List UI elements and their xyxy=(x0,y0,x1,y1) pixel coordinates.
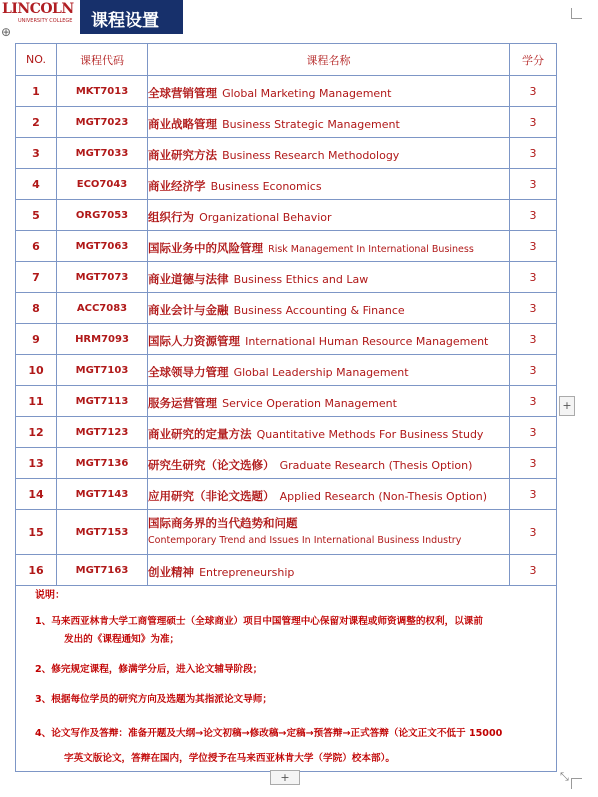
course-name-english: Contemporary Trend and Issues In International Business Industry xyxy=(148,535,462,546)
course-name-chinese: 研究生研究（论文选修） xyxy=(148,457,275,472)
course-name xyxy=(148,138,510,169)
course-credit: 3 xyxy=(510,355,557,386)
course-name-chinese: 商业经济学 xyxy=(148,178,206,193)
course-name-english: Risk Management In International Business xyxy=(268,243,474,255)
course-code: MGT7113 xyxy=(57,386,148,417)
course-credit: 3 xyxy=(510,76,557,107)
course-name-english: Business Research Methodology xyxy=(222,148,400,162)
course-name-chinese: 服务运营管理 xyxy=(148,395,217,410)
course-credit: 3 xyxy=(510,200,557,231)
column-header-credit: 学分 xyxy=(510,44,557,76)
course-name-chinese: 国际商务界的当代趋势和问题 xyxy=(148,516,298,530)
course-name-chinese: 商业战略管理 xyxy=(148,116,217,131)
note-item xyxy=(35,691,548,709)
course-name-english: Global Marketing Management xyxy=(222,86,392,100)
course-name-chinese: 国际业务中的风险管理 xyxy=(148,240,263,255)
university-logo xyxy=(0,0,80,34)
course-number: 6 xyxy=(16,231,57,262)
course-code: ACC7083 xyxy=(57,293,148,324)
course-code: MGT7163 xyxy=(57,555,148,586)
course-name-english: Entrepreneurship xyxy=(199,565,295,579)
course-code: MGT7153 xyxy=(57,510,148,555)
course-number: 1 xyxy=(16,76,57,107)
note-line-continued: 发出的《课程通知》为准； xyxy=(64,634,180,645)
note-item xyxy=(35,661,548,679)
page-corner-mark-top xyxy=(571,8,582,19)
course-credit: 3 xyxy=(510,386,557,417)
course-name-english: Business Strategic Management xyxy=(222,117,400,131)
course-name xyxy=(148,293,510,324)
course-name xyxy=(148,555,510,586)
logo-text: LINCOLN xyxy=(2,1,74,17)
logo-subtext: UNIVERSITY COLLEGE xyxy=(18,18,73,24)
table-row xyxy=(16,293,557,324)
table-row xyxy=(16,555,557,586)
table-row xyxy=(16,448,557,479)
insert-row-button[interactable]: + xyxy=(270,770,300,785)
course-credit: 3 xyxy=(510,324,557,355)
course-name xyxy=(148,324,510,355)
course-name xyxy=(148,355,510,386)
note-item xyxy=(35,613,548,649)
course-number: 8 xyxy=(16,293,57,324)
course-name xyxy=(148,448,510,479)
column-header-name: 课程名称 xyxy=(148,44,510,76)
course-credit: 3 xyxy=(510,169,557,200)
course-name-english: Service Operation Management xyxy=(222,396,397,410)
course-name-english: Business Ethics and Law xyxy=(233,272,369,286)
column-header-code: 课程代码 xyxy=(57,44,148,76)
table-row xyxy=(16,417,557,448)
course-code: MGT7136 xyxy=(57,448,148,479)
course-number: 3 xyxy=(16,138,57,169)
table-row xyxy=(16,200,557,231)
course-code: ORG7053 xyxy=(57,200,148,231)
course-credit: 3 xyxy=(510,262,557,293)
table-row xyxy=(16,76,557,107)
course-code: HRM7093 xyxy=(57,324,148,355)
note-line: 3、根据每位学员的研究方向及选题为其指派论文导师； xyxy=(35,694,272,705)
table-row xyxy=(16,231,557,262)
course-name xyxy=(148,386,510,417)
note-line: 2、修完规定课程，修满学分后，进入论文辅导阶段； xyxy=(35,664,263,675)
course-number: 2 xyxy=(16,107,57,138)
course-credit: 3 xyxy=(510,417,557,448)
course-name-chinese: 应用研究（非论文选题） xyxy=(148,488,275,503)
course-number: 12 xyxy=(16,417,57,448)
course-name-chinese: 组织行为 xyxy=(148,209,194,224)
course-number: 5 xyxy=(16,200,57,231)
course-credit: 3 xyxy=(510,293,557,324)
course-name-english: Business Economics xyxy=(210,179,322,193)
course-number: 9 xyxy=(16,324,57,355)
course-name xyxy=(148,107,510,138)
course-name xyxy=(148,479,510,510)
course-credit: 3 xyxy=(510,138,557,169)
note-line: 4、论文写作及答辩：准备开题及大纲→论文初稿→修改稿→定稿→预答辩→正式答辩（论文正文不低于 15000 xyxy=(35,728,503,739)
notes-cell xyxy=(16,586,557,772)
course-name-chinese: 国际人力资源管理 xyxy=(148,333,240,348)
course-name-english: Business Accounting & Finance xyxy=(233,303,405,317)
course-name xyxy=(148,169,510,200)
course-code: MKT7013 xyxy=(57,76,148,107)
course-name-english: Quantitative Methods For Business Study xyxy=(256,427,484,441)
course-code: ECO7043 xyxy=(57,169,148,200)
notes-title: 说明： xyxy=(35,590,65,601)
table-row xyxy=(16,479,557,510)
course-code: MGT7023 xyxy=(57,107,148,138)
course-number: 10 xyxy=(16,355,57,386)
course-name-chinese: 全球营销管理 xyxy=(148,85,217,100)
note-line: 1、马来西亚林肯大学工商管理硕士（全球商业）项目中国管理中心保留对课程或师资调整的权利，以课前 xyxy=(35,616,483,627)
course-number: 4 xyxy=(16,169,57,200)
course-credit: 3 xyxy=(510,448,557,479)
header-banner xyxy=(0,0,183,34)
table-header-row xyxy=(16,44,557,76)
course-number: 13 xyxy=(16,448,57,479)
course-name-chinese: 创业精神 xyxy=(148,564,194,579)
course-name-chinese: 商业会计与金融 xyxy=(148,302,229,317)
table-row xyxy=(16,262,557,293)
table-row xyxy=(16,386,557,417)
insert-column-button[interactable]: + xyxy=(559,396,575,416)
course-number: 15 xyxy=(16,510,57,555)
note-line-continued: 字英文版论文，答辩在国内，学位授予在马来西亚林肯大学（学院）校本部）。 xyxy=(64,753,395,764)
course-name-chinese: 全球领导力管理 xyxy=(148,364,229,379)
table-resize-icon[interactable]: ⤡ xyxy=(560,770,569,783)
course-credit: 3 xyxy=(510,555,557,586)
course-name-english: Organizational Behavior xyxy=(199,210,332,224)
page-title: 课程设置 xyxy=(91,11,159,31)
table-row xyxy=(16,324,557,355)
course-code: MGT7033 xyxy=(57,138,148,169)
course-credit: 3 xyxy=(510,231,557,262)
course-code: MGT7073 xyxy=(57,262,148,293)
course-credit: 3 xyxy=(510,107,557,138)
course-name-english: Graduate Research (Thesis Option) xyxy=(279,458,473,472)
course-code: MGT7103 xyxy=(57,355,148,386)
course-number: 16 xyxy=(16,555,57,586)
course-credit: 3 xyxy=(510,479,557,510)
course-code: MGT7123 xyxy=(57,417,148,448)
table-row xyxy=(16,107,557,138)
note-item xyxy=(35,721,548,771)
table-row xyxy=(16,510,557,555)
course-name-english: Global Leadership Management xyxy=(233,365,409,379)
course-number: 14 xyxy=(16,479,57,510)
course-name-english: International Human Resource Management xyxy=(245,334,489,348)
course-name-chinese: 商业道德与法律 xyxy=(148,271,229,286)
page-corner-mark-bottom xyxy=(571,778,582,789)
course-name xyxy=(148,262,510,293)
table-row xyxy=(16,169,557,200)
course-credit: 3 xyxy=(510,510,557,555)
course-number: 11 xyxy=(16,386,57,417)
course-table xyxy=(15,43,557,772)
course-name xyxy=(148,200,510,231)
course-code: MGT7143 xyxy=(57,479,148,510)
table-row xyxy=(16,355,557,386)
course-name xyxy=(148,417,510,448)
column-header-no: NO. xyxy=(16,44,57,76)
course-name-chinese: 商业研究方法 xyxy=(148,147,217,162)
table-row xyxy=(16,138,557,169)
course-number: 7 xyxy=(16,262,57,293)
course-name-chinese: 商业研究的定量方法 xyxy=(148,426,252,441)
course-name-english: Applied Research (Non-Thesis Option) xyxy=(279,489,488,503)
course-name xyxy=(148,510,510,555)
course-name xyxy=(148,76,510,107)
notes-row xyxy=(16,586,557,772)
course-name xyxy=(148,231,510,262)
course-rows xyxy=(16,76,557,586)
course-code: MGT7063 xyxy=(57,231,148,262)
table-move-handle-icon[interactable]: ⊕ xyxy=(1,25,12,39)
